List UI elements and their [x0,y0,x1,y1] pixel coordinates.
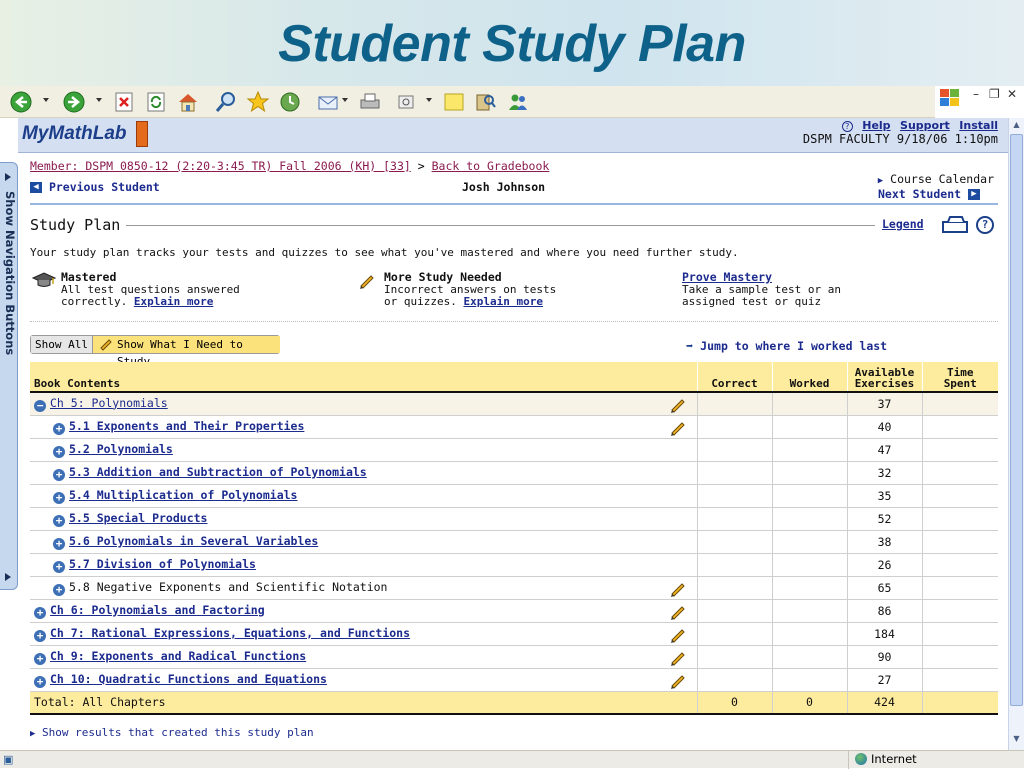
print-icon[interactable] [358,90,382,114]
study-plan-content [30,155,998,749]
next-student-label[interactable]: Next Student [877,187,962,201]
table-row [30,484,998,507]
previous-student-link[interactable] [30,180,160,194]
previous-student-label: Previous Student [48,180,160,194]
table-row [30,461,998,484]
intro-text: Your study plan tracks your tests and quizzes to see what you've mastered and where you need further study. [30,246,739,259]
prove-mastery-link[interactable]: Prove Mastery [682,270,773,284]
study-plan-title: Study Plan [30,216,126,234]
col-time-line-2: Spent [943,377,977,390]
expand-icon[interactable]: + [34,607,46,619]
course-calendar-link[interactable] [878,172,994,186]
title-rule [30,225,875,226]
header-links [842,119,998,132]
table-row [30,507,998,530]
jump-to-last-link[interactable]: Jump to where I worked last [700,339,888,353]
section-link[interactable]: 5.3 Addition and Subtraction of Polynomials [69,464,367,479]
col-available-exercises [847,362,922,392]
edit-dropdown-icon[interactable] [426,98,432,102]
expand-icon[interactable]: + [34,653,46,665]
note-icon[interactable] [442,90,466,114]
show-all-button[interactable]: Show All [31,336,92,353]
section-link[interactable]: 5.5 Special Products [69,510,208,525]
research-icon[interactable] [474,90,498,114]
help-circle-icon: ? [842,121,853,132]
mail-icon[interactable] [316,90,340,114]
refresh-icon[interactable] [144,90,168,114]
key-divider [30,321,998,322]
available-count: 86 [847,599,922,622]
table-row [30,438,998,461]
mortarboard-icon [32,272,56,290]
total-worked: 0 [772,691,847,714]
stop-icon[interactable] [112,90,136,114]
student-name: Josh Johnson [462,180,546,194]
section-label[interactable]: 5.8 Negative Exponents and Scientific Notation [69,579,388,594]
favorites-icon[interactable] [246,90,270,114]
history-icon[interactable] [278,90,302,114]
home-icon[interactable] [176,90,200,114]
expand-icon[interactable]: + [53,469,65,481]
more-study-text-1: Incorrect answers on tests [384,283,557,296]
more-study-explain-link[interactable]: Explain more [463,295,543,308]
available-count: 90 [847,645,922,668]
prove-mastery-text-1: Take a sample test or an [682,283,841,296]
show-need-to-study-label: Show What I Need to [117,338,243,351]
expand-icon[interactable]: + [53,584,65,596]
chapter-link[interactable]: Ch 6: Polynomials and Factoring [50,602,265,617]
table-row [30,622,998,645]
messenger-icon[interactable] [506,90,530,114]
expand-icon[interactable]: + [53,446,65,458]
expand-arrow-icon [5,173,11,181]
col-time-spent [922,362,998,392]
edit-icon[interactable] [394,90,418,114]
slide-title: Student Study Plan [278,15,746,73]
printer-icon[interactable] [942,215,968,233]
table-row [30,599,998,622]
legend-link[interactable]: Legend [882,217,924,231]
right-arrow-icon: ▶ [968,189,980,200]
security-zone [848,751,917,769]
expand-icon[interactable]: + [53,538,65,550]
forward-dropdown-icon[interactable] [96,98,102,102]
section-link[interactable]: 5.6 Polynomials in Several Variables [69,533,319,548]
help-link[interactable]: Help [862,119,891,132]
show-results-link[interactable]: Show results that created this study plan [42,726,314,739]
collapse-icon[interactable]: − [34,400,46,412]
user-info: DSPM FACULTY 9/18/06 1:10pm [802,132,998,146]
show-results-wrap [30,726,314,739]
available-count: 35 [847,484,922,507]
expand-icon[interactable]: + [53,423,65,435]
triangle-right-icon: ▶ [30,729,36,739]
total-label: Total: All Chapters [30,691,697,714]
total-row [30,691,998,714]
back-to-gradebook-link[interactable]: Back to Gradebook [431,159,550,173]
section-link[interactable]: 5.2 Polynomials [69,441,173,456]
forward-icon[interactable] [62,90,86,114]
pencil-icon [669,580,687,597]
more-study-title: More Study Needed [384,270,502,284]
mymathlab-header [18,118,1008,153]
mastered-text-2: correctly. [61,295,128,308]
status-bar [0,750,1024,768]
section-link[interactable]: 5.7 Division of Polynomials [69,556,256,571]
col-available-line-2: Exercises [854,377,915,390]
table-row [30,530,998,553]
chapter-link[interactable]: Ch 9: Exponents and Radical Functions [50,648,307,663]
close-button[interactable]: ✕ [1007,87,1018,101]
total-correct: 0 [697,691,772,714]
show-navigation-tab[interactable] [0,162,18,590]
scroll-up-icon[interactable]: ▲ [1013,120,1020,129]
jump-arrow-icon: ➡ [686,339,694,353]
section-link[interactable]: 5.4 Multiplication of Polynomials [69,487,298,502]
vertical-scrollbar[interactable] [1008,118,1024,750]
pencil-icon [669,649,687,666]
breadcrumb-separator: > [417,159,425,173]
col-correct: Correct [697,362,772,392]
zone-label: Internet [871,752,917,766]
next-student-link[interactable] [878,187,980,201]
install-link[interactable]: Install [959,119,998,132]
mail-dropdown-icon[interactable] [342,98,348,102]
member-link[interactable]: Member: DSPM 0850-12 (2:20-3:45 TR) Fall 2006 (KH) [33] [30,159,411,173]
table-row [30,576,998,599]
expand-arrow-bottom-icon [5,573,11,581]
pencil-icon [669,419,687,436]
pencil-icon [669,603,687,620]
minimize-button[interactable]: – [973,87,979,101]
course-calendar-label: Course Calendar [890,172,994,186]
expand-icon[interactable]: + [53,561,65,573]
back-dropdown-icon[interactable] [43,98,49,102]
scroll-thumb[interactable] [1010,134,1023,706]
available-count: 38 [847,530,922,553]
expand-icon[interactable]: + [53,515,65,527]
slide-header [0,0,1024,86]
available-count: 65 [847,576,922,599]
total-available: 424 [847,691,922,714]
available-count: 52 [847,507,922,530]
pencil-icon [669,396,687,413]
available-count: 32 [847,461,922,484]
available-count: 47 [847,438,922,461]
breadcrumb [30,159,549,173]
chapter-link[interactable]: Ch 5: Polynomials [50,395,168,410]
available-count: 27 [847,668,922,691]
show-need-to-study-button[interactable] [92,336,280,353]
available-count: 184 [847,622,922,645]
pencil-icon [99,337,113,351]
book-contents-table [30,362,998,715]
search-icon[interactable] [214,90,238,114]
scroll-down-icon[interactable]: ▼ [1013,734,1020,743]
col-worked: Worked [772,362,847,392]
table-row [30,392,998,415]
expand-icon[interactable]: + [53,492,65,504]
support-link[interactable]: Support [900,119,950,132]
mastered-explain-link[interactable]: Explain more [133,295,214,308]
window-controls [935,86,1024,118]
table-row [30,645,998,668]
page-icon: ▣ [3,753,14,766]
mastered-title: Mastered [61,270,117,284]
col-available-line-1: Available [854,366,915,379]
available-count: 26 [847,553,922,576]
available-count: 40 [847,415,922,438]
prove-mastery-text-2: assigned test or quiz [682,295,822,308]
jump-link-wrap [686,339,887,353]
logo-book-icon [136,121,148,147]
table-row [30,668,998,691]
chapter-link[interactable]: Ch 7: Rational Expressions, Equations, and Functions [50,625,411,640]
section-link[interactable]: 5.1 Exponents and Their Properties [69,418,305,433]
table-row [30,553,998,576]
help-icon[interactable]: ? [976,216,994,234]
header-divider [30,203,998,205]
pencil-icon [358,272,376,289]
table-row [30,415,998,438]
pencil-icon [669,672,687,689]
pencil-icon [669,626,687,643]
filter-toggle [30,335,280,354]
prove-mastery-key [682,271,841,308]
browser-toolbar [0,86,935,118]
more-study-text-2: or quizzes. [384,295,457,308]
col-time-line-1: Time [947,366,974,379]
expand-icon[interactable]: + [34,676,46,688]
expand-icon[interactable]: + [34,630,46,642]
windows-logo-icon [939,88,961,108]
triangle-right-icon: ▶ [877,176,884,186]
mastered-text-1: All test questions answered [61,283,240,296]
left-arrow-icon: ◀ [30,182,42,193]
available-count: 37 [847,392,922,415]
chapter-link[interactable]: Ch 10: Quadratic Functions and Equations [50,671,327,686]
col-book-contents: Book Contents [30,362,697,392]
mymathlab-logo[interactable]: MyMathLab [22,123,127,144]
restore-button[interactable]: ❐ [989,87,1000,101]
globe-icon [855,753,867,765]
show-navigation-label: Show Navigation Buttons [3,191,17,356]
back-icon[interactable] [9,90,33,114]
